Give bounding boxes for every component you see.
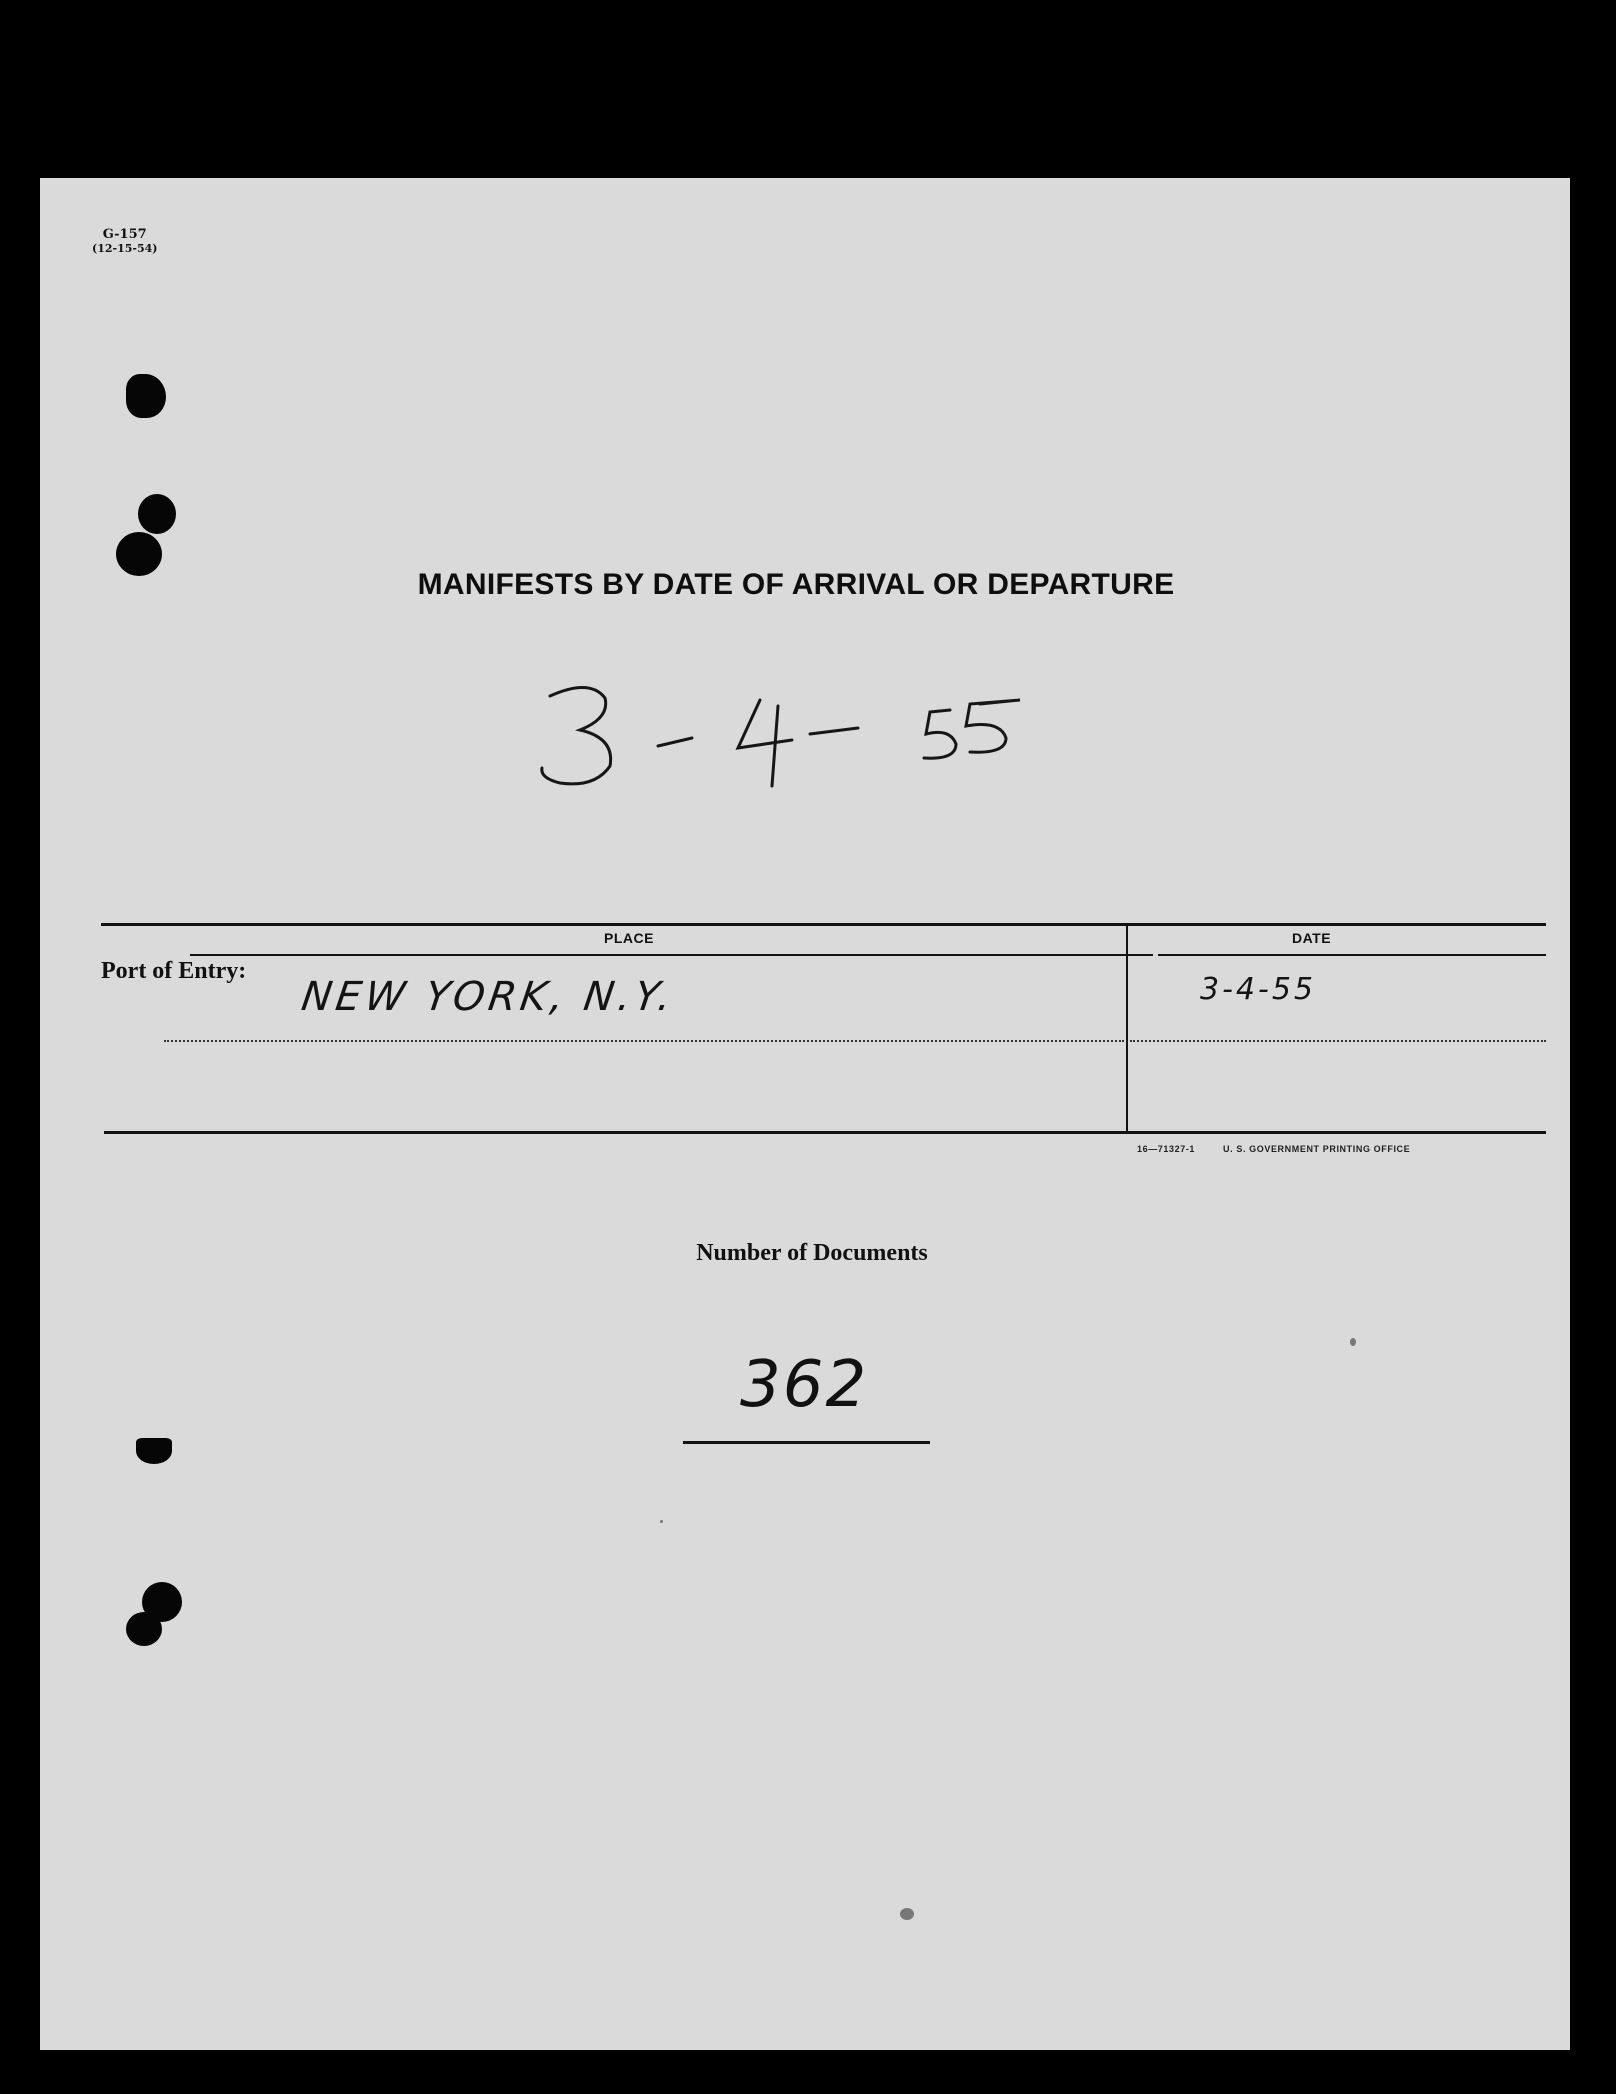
- form-number: [92, 228, 157, 256]
- paper-speck: [900, 1908, 914, 1920]
- port-of-entry-value: NEW YORK, N.Y.: [298, 974, 678, 1020]
- column-divider: [1126, 923, 1128, 1131]
- date-dotted-line: [1130, 1040, 1546, 1042]
- paper-speck: [1350, 1338, 1356, 1346]
- punch-hole: [126, 1612, 162, 1646]
- documents-count-underline: [683, 1441, 930, 1444]
- header-underline-date: [1158, 954, 1546, 956]
- header-underline-place: [190, 954, 1153, 956]
- paper-speck: [660, 1520, 663, 1523]
- table-bottom-rule: [104, 1131, 1546, 1134]
- punch-hole: [138, 494, 176, 534]
- entry-date-value: 3-4-55: [1200, 972, 1316, 1007]
- handwritten-date-large: [510, 668, 1210, 798]
- date-column-header: DATE: [1292, 930, 1332, 946]
- printer-imprint: [1137, 1144, 1410, 1154]
- form-id: G-157: [102, 227, 147, 242]
- documents-count: 362: [740, 1348, 869, 1422]
- page-title: MANIFESTS BY DATE OF ARRIVAL OR DEPARTURE: [417, 568, 1175, 601]
- punch-hole: [136, 1438, 172, 1464]
- place-column-header: PLACE: [604, 930, 654, 946]
- form-revision: (12-15-54): [92, 242, 158, 255]
- table-top-rule: [101, 923, 1546, 926]
- form-sheet: [40, 178, 1570, 2050]
- port-of-entry-label: Port of Entry:: [101, 958, 247, 984]
- printer-name: U. S. GOVERNMENT PRINTING OFFICE: [1223, 1144, 1411, 1154]
- punch-hole: [126, 374, 166, 418]
- place-dotted-line: [164, 1040, 1124, 1042]
- documents-label: Number of Documents: [696, 1240, 928, 1266]
- print-code: 16—71327-1: [1137, 1144, 1196, 1154]
